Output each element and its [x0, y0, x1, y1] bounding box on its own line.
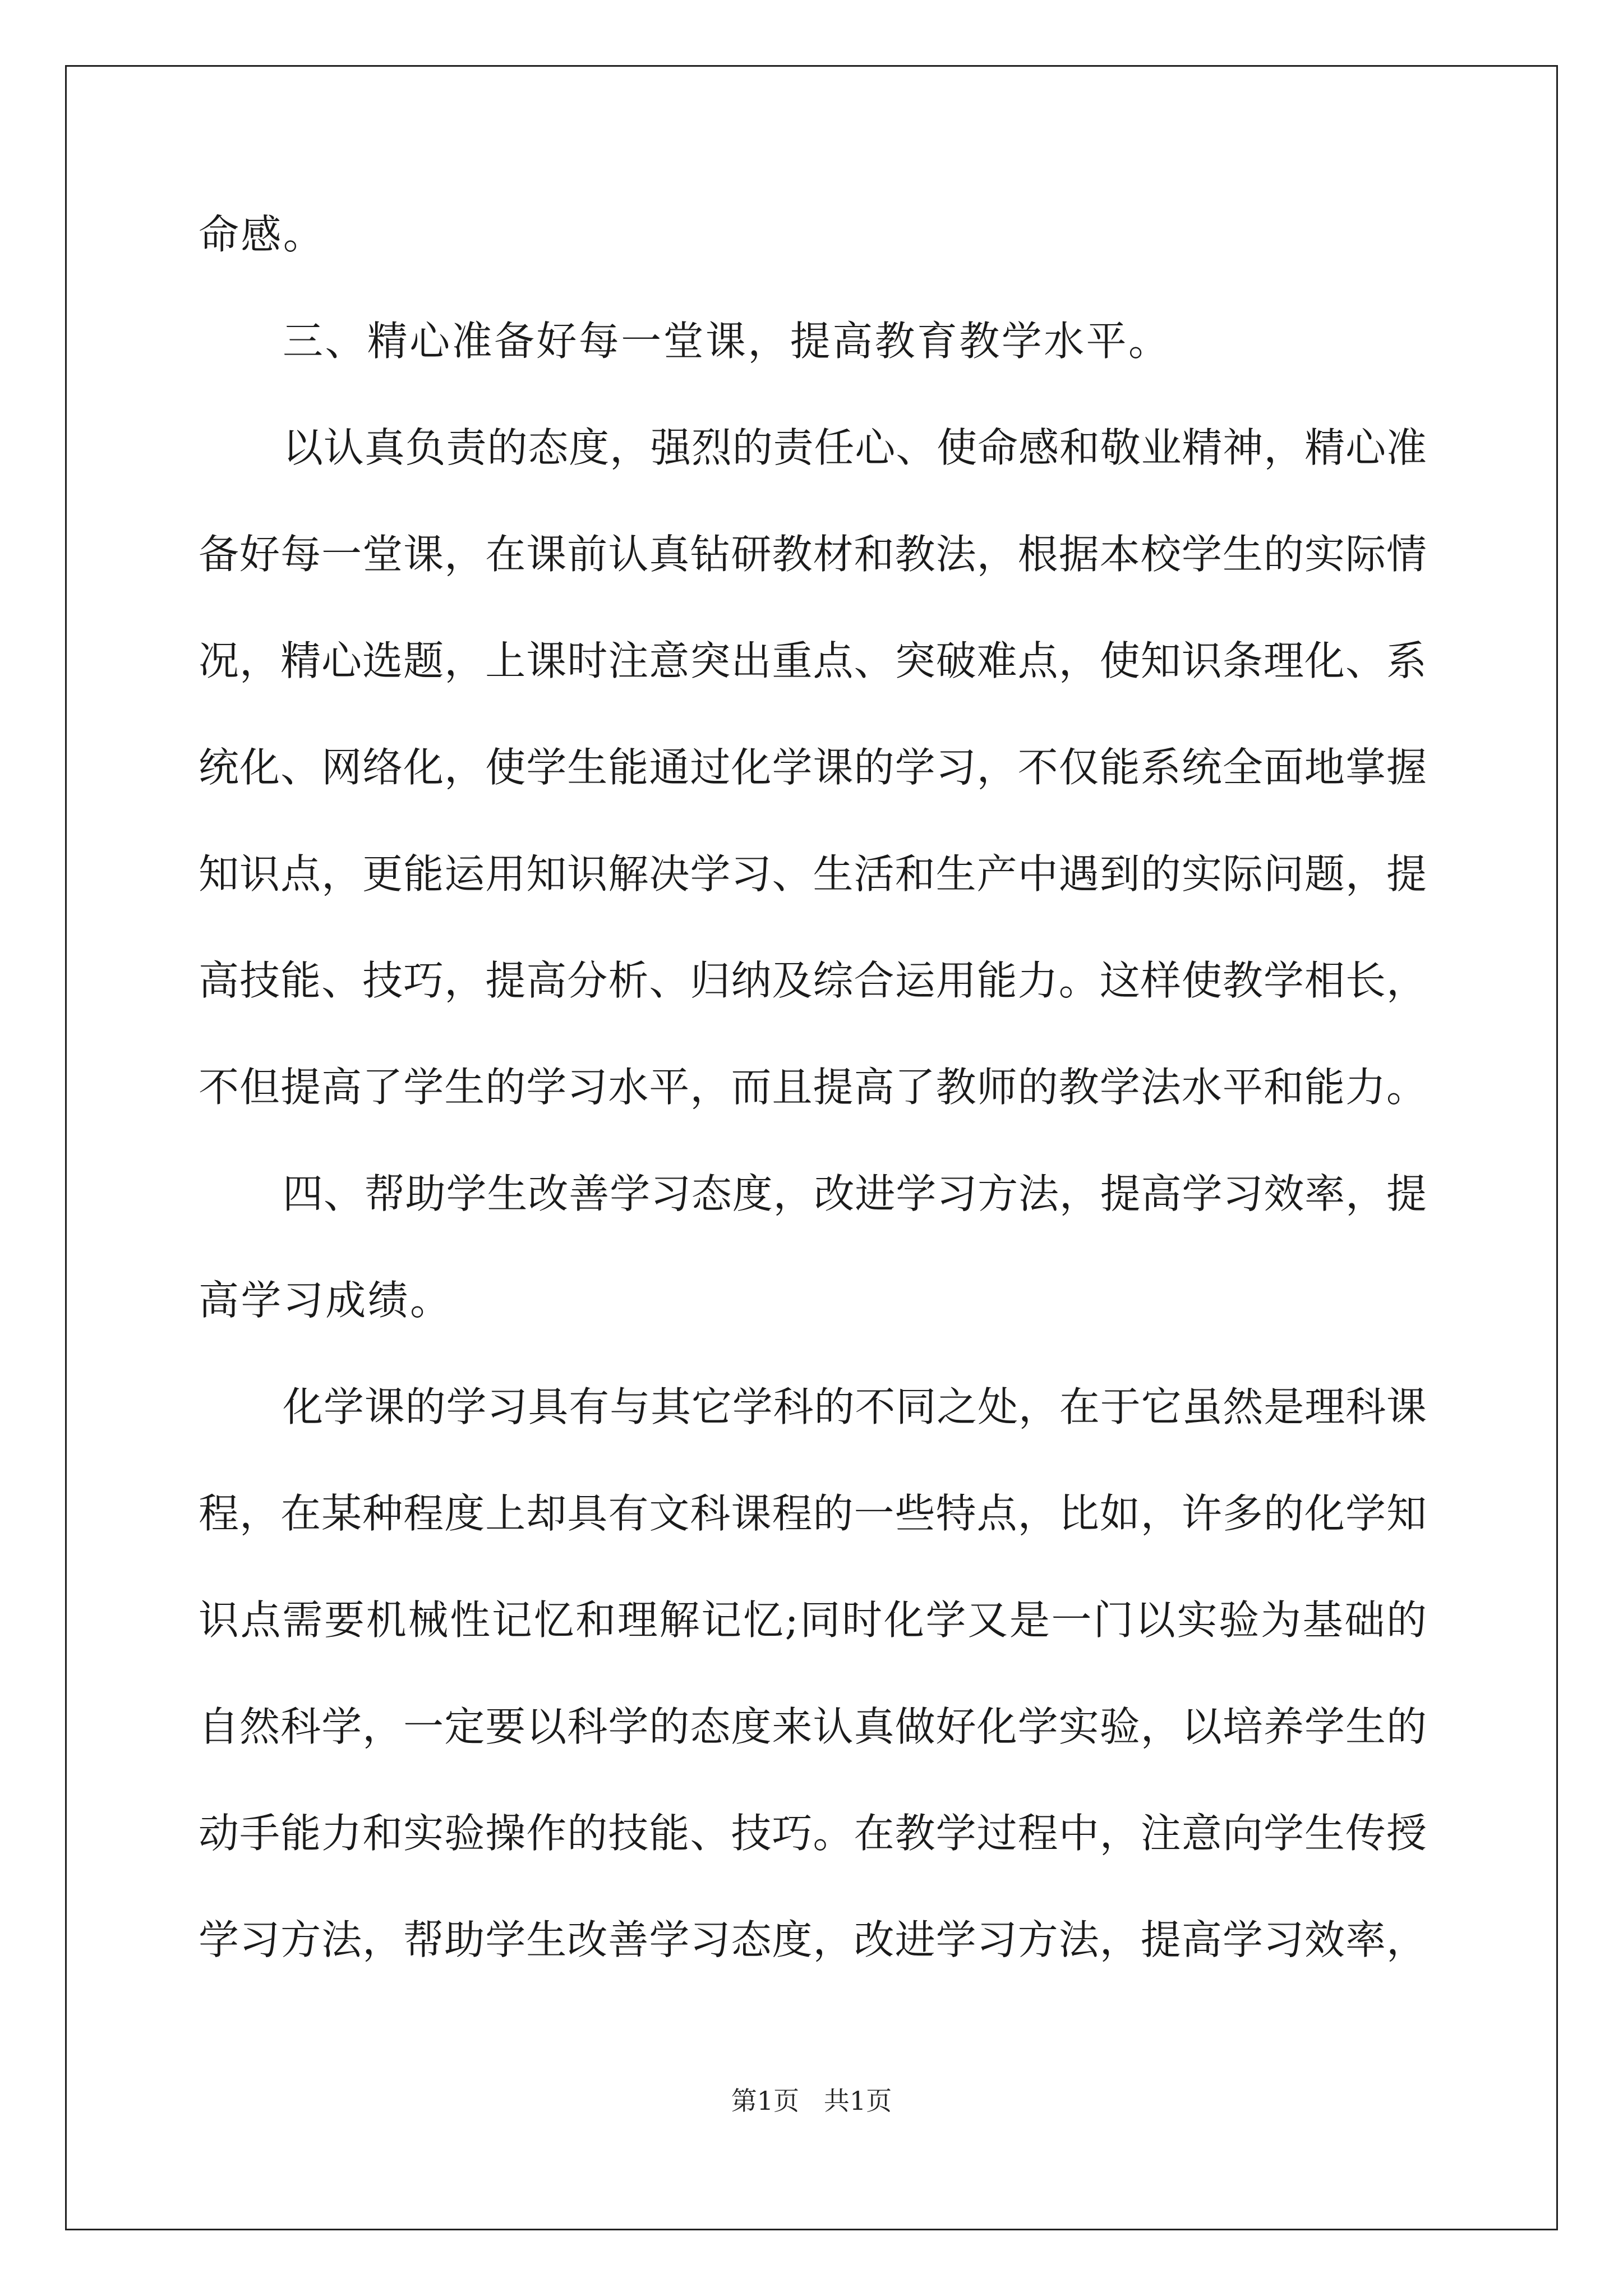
document-body — [199, 211, 1427, 2026]
section-heading-continued: 高学习成绩。 — [199, 1277, 453, 1324]
text-line: 以认真负责的态度，强烈的责任心、使命感和敬业精神，精心准 — [283, 424, 1427, 471]
text-line: 化学课的学习具有与其它学科的不同之处，在于它虽然是理科课 — [283, 1383, 1427, 1430]
page-number-footer: 第1页 共1页 — [731, 2086, 892, 2116]
text-line: 知识点，更能运用知识解决学习、生活和生产中遇到的实际问题，提 — [199, 850, 1427, 898]
text-line: 学习方法，帮助学生改善学习态度，改进学习方法，提高学习效率， — [199, 1916, 1427, 1963]
text-line: 备好每一堂课，在课前认真钻研教材和教法，根据本校学生的实际情 — [199, 531, 1427, 578]
text-line: 自然科学，一定要以科学的态度来认真做好化学实验，以培养学生的 — [199, 1703, 1427, 1750]
text-line: 命感。 — [199, 211, 326, 258]
text-line: 高技能、技巧，提高分析、归纳及综合运用能力。这样使教学相长， — [199, 957, 1427, 1004]
text-line: 程，在某种程度上却具有文科课程的一些特点，比如，许多的化学知 — [199, 1490, 1427, 1537]
section-heading: 三、精心准备好每一堂课，提高教育教学水平。 — [283, 318, 1171, 365]
text-line: 动手能力和实验操作的技能、技巧。在教学过程中，注意向学生传授 — [199, 1810, 1427, 1857]
text-line: 识点需要机械性记忆和理解记忆;同时化学又是一门以实验为基础的 — [199, 1596, 1427, 1644]
section-heading: 四、帮助学生改善学习态度，改进学习方法，提高学习效率，提 — [283, 1170, 1427, 1217]
text-line: 不但提高了学生的学习水平，而且提高了教师的教学法水平和能力。 — [199, 1064, 1427, 1111]
text-line: 统化、网络化，使学生能通过化学课的学习，不仅能系统全面地掌握 — [199, 744, 1427, 791]
text-line: 况，精心选题，上课时注意突出重点、突破难点，使知识条理化、系 — [199, 637, 1427, 684]
